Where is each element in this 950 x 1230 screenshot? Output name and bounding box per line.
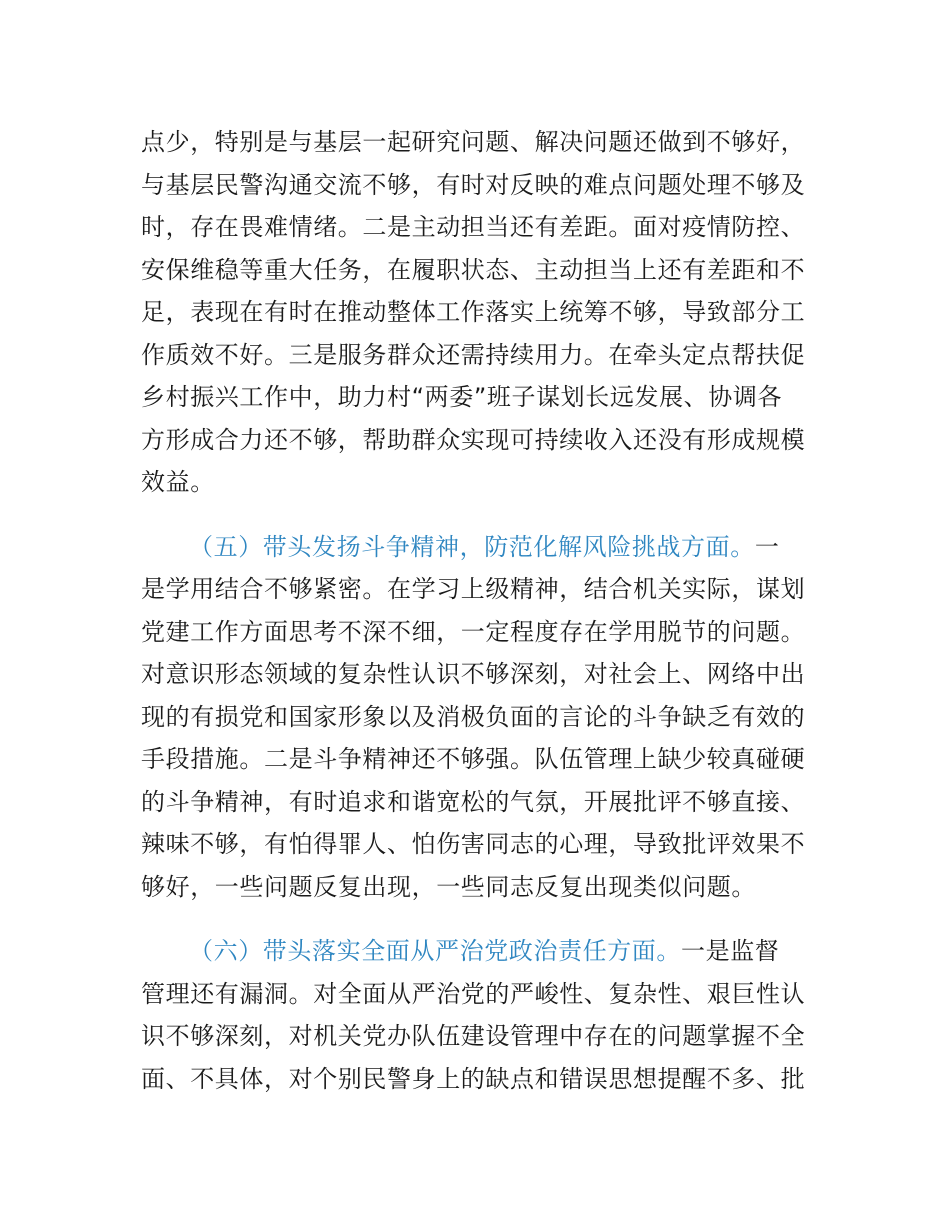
text-line: 识不够深刻，对机关党办队伍建设管理中存在的问题掌握不全	[141, 1022, 806, 1050]
text-line: 现的有损党和国家形象以及消极负面的言论的斗争缺乏有效的	[141, 702, 806, 731]
text-line: 效益。	[141, 468, 215, 496]
section-5-paragraph	[141, 526, 816, 909]
text-line: 安保维稳等重大任务，在履职状态、主动担当上还有差距和不	[141, 255, 806, 284]
text-line: 党建工作方面思考不深不细，一定程度存在学用脱节的问题。	[141, 617, 806, 646]
section-5-first-line	[141, 526, 816, 569]
text-line: 方形成合力还不够，帮助群众实现可持续收入还没有形成规模	[141, 425, 806, 454]
section-6-first-line	[141, 930, 816, 973]
text-line: 手段措施。二是斗争精神还不够强。队伍管理上缺少较真碰硬	[141, 745, 806, 773]
text-line: 作质效不好。三是服务群众还需持续用力。在牵头定点帮扶促	[141, 340, 806, 369]
document-body	[141, 121, 816, 1100]
text-line: 时，存在畏难情绪。二是主动担当还有差距。面对疫情防控、	[141, 213, 806, 241]
text-line: 的斗争精神，有时追求和谐宽松的气氛，开展批评不够直接、	[141, 787, 806, 816]
text-line: 辣味不够，有怕得罪人、怕伤害同志的心理，导致批评效果不	[141, 830, 806, 858]
text-line: 够好，一些问题反复出现，一些同志反复出现类似问题。	[141, 872, 756, 901]
paragraph-spacer	[141, 908, 816, 930]
text-line: 对意识形态领域的复杂性认识不够深刻，对社会上、网络中出	[141, 660, 806, 688]
section-5-heading: （五）带头发扬斗争精神，防范化解风险挑战方面。	[189, 532, 755, 561]
section-6-heading: （六）带头落实全面从严治党政治责任方面。	[189, 937, 681, 965]
text-fragment: 一是监督	[681, 937, 780, 965]
text-line: 面、不具体，对个别民警身上的缺点和错误思想提醒不多、批	[141, 1064, 806, 1093]
text-line: 与基层民警沟通交流不够，有时对反映的难点问题处理不够及	[141, 170, 806, 199]
text-line: 是学用结合不够紧密。在学习上级精神，结合机关实际，谋划	[141, 575, 806, 603]
text-line: 点少，特别是与基层一起研究问题、解决问题还做到不够好，	[141, 128, 806, 156]
paragraph-spacer	[141, 504, 816, 526]
text-fragment: 一	[754, 532, 780, 561]
paragraph-continued	[141, 121, 816, 504]
text-line: 足，表现在有时在推动整体工作落实上统筹不够，导致部分工	[141, 298, 806, 326]
text-line: 管理还有漏洞。对全面从严治党的严峻性、复杂性、艰巨性认	[141, 979, 806, 1008]
text-line: 乡村振兴工作中，助力村“两委”班子谋划长远发展、协调各	[141, 383, 783, 411]
section-6-paragraph	[141, 930, 816, 1100]
